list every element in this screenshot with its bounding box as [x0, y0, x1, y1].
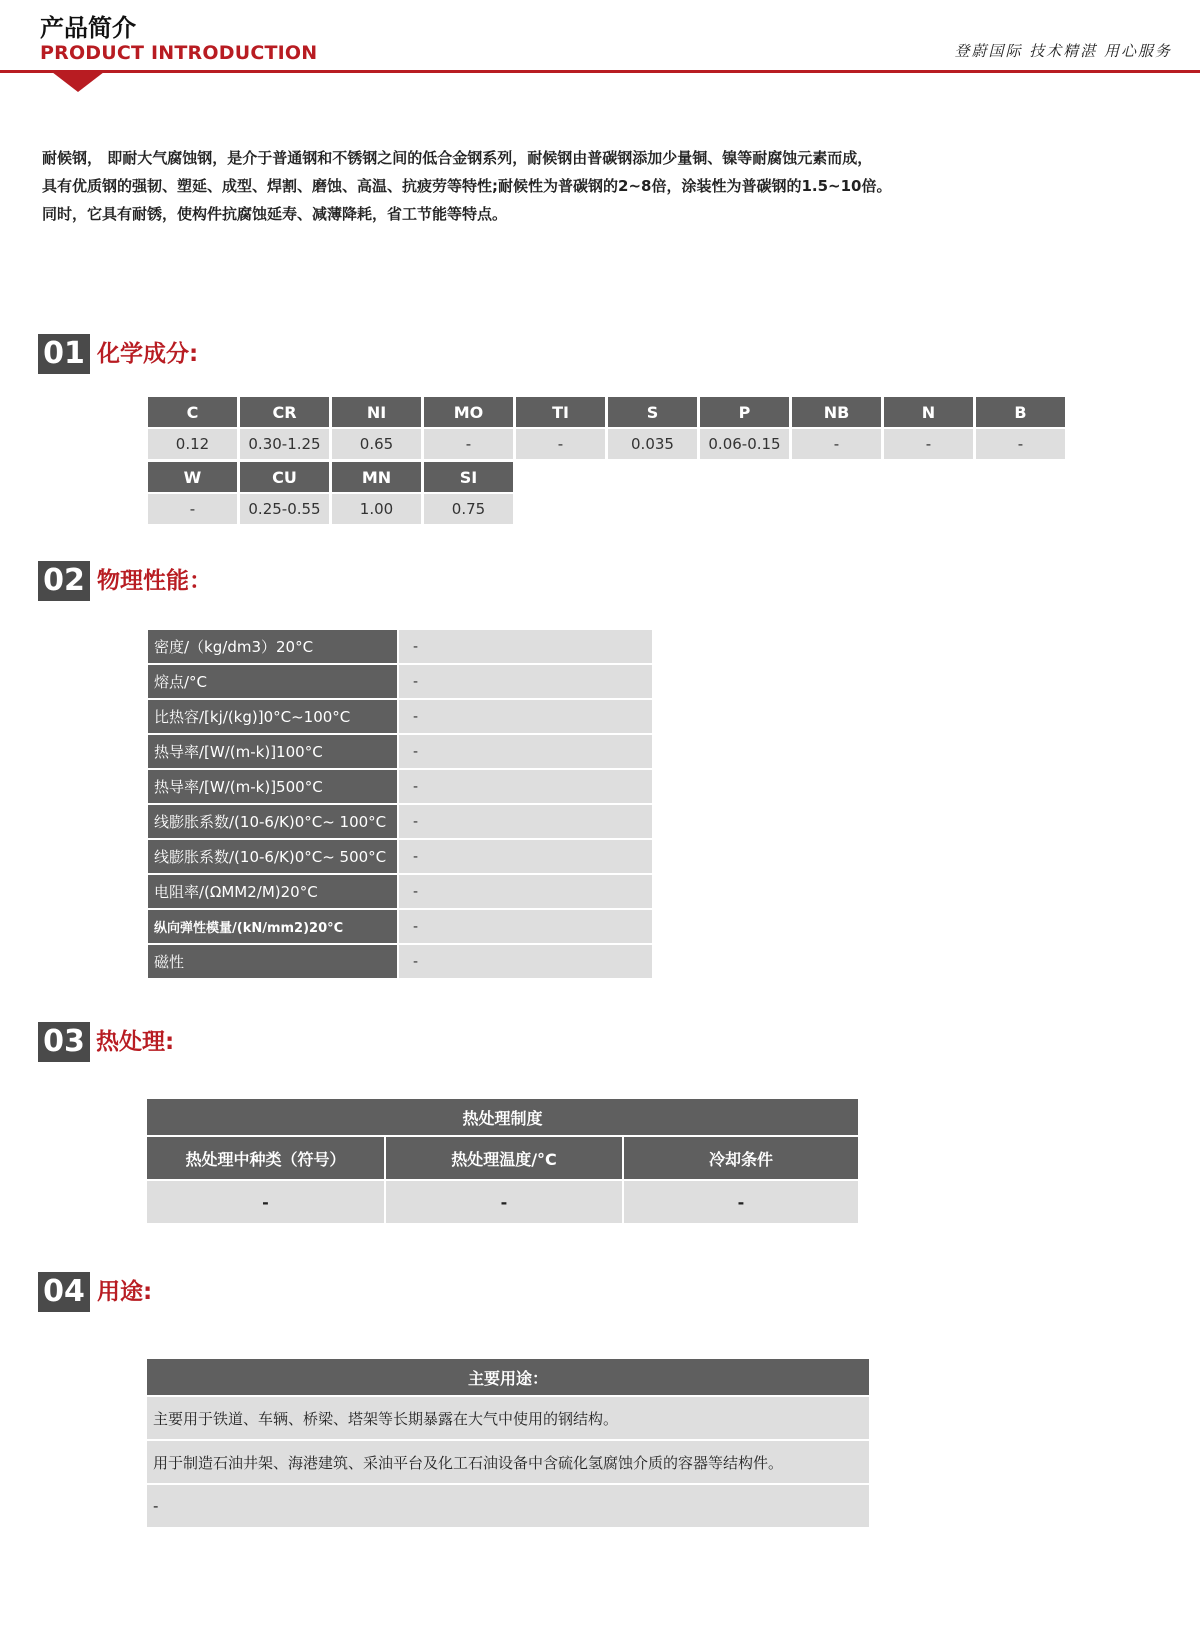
chem-header: NB	[792, 397, 881, 427]
intro-text	[42, 144, 1042, 228]
table-row	[148, 630, 652, 663]
chem-header: N	[884, 397, 973, 427]
section-number: 02	[38, 561, 90, 601]
table-row	[148, 735, 652, 768]
chem-header: C	[148, 397, 237, 427]
phys-label: 线膨胀系数/(10-6/K)0°C~ 100°C	[148, 805, 397, 838]
chem-value: 0.035	[608, 429, 697, 459]
heat-table-title: 热处理制度	[147, 1099, 858, 1135]
section-title-heat: 热处理:	[96, 1029, 175, 1055]
chem-value: 0.06-0.15	[700, 429, 789, 459]
phys-value: -	[399, 910, 652, 943]
table-row	[148, 805, 652, 838]
table-row	[148, 840, 652, 873]
heat-col-header: 热处理温度/°C	[386, 1137, 622, 1179]
intro-line: 同时，它具有耐锈，使构件抗腐蚀延寿、减薄降耗，省工节能等特点。	[42, 205, 508, 223]
chem-value: -	[884, 429, 973, 459]
phys-value: -	[399, 700, 652, 733]
chem-value: 0.75	[424, 494, 513, 524]
chem-header: MN	[332, 462, 421, 492]
phys-label: 线膨胀系数/(10-6/K)0°C~ 500°C	[148, 840, 397, 873]
header-divider	[0, 70, 1200, 73]
slogan: 登蔚国际 技术精湛 用心服务	[954, 42, 1172, 60]
chemical-table	[148, 397, 1065, 524]
phys-label: 热导率/[W/(m-k)]100°C	[148, 735, 397, 768]
table-row	[148, 700, 652, 733]
heat-value: -	[624, 1181, 858, 1223]
table-row	[148, 945, 652, 978]
phys-value: -	[399, 665, 652, 698]
section-number: 03	[38, 1022, 90, 1062]
chem-value: 0.12	[148, 429, 237, 459]
heat-col-header: 冷却条件	[624, 1137, 858, 1179]
chem-value: 0.65	[332, 429, 421, 459]
chem-header: SI	[424, 462, 513, 492]
chem-value: 0.30-1.25	[240, 429, 329, 459]
heat-value: -	[386, 1181, 622, 1223]
chem-header: TI	[516, 397, 605, 427]
usage-item: -	[147, 1485, 869, 1527]
chem-value: -	[148, 494, 237, 524]
header-pointer-icon	[52, 72, 104, 92]
table-row	[148, 665, 652, 698]
phys-value: -	[399, 805, 652, 838]
section-number: 01	[38, 334, 90, 374]
chem-value: -	[976, 429, 1065, 459]
phys-label: 磁性	[148, 945, 397, 978]
heat-col-header: 热处理中种类（符号）	[147, 1137, 384, 1179]
usage-table-title: 主要用途：	[147, 1359, 869, 1395]
section-number: 04	[38, 1272, 90, 1312]
usage-item: 用于制造石油井架、海港建筑、采油平台及化工石油设备中含硫化氢腐蚀介质的容器等结构件。	[147, 1441, 869, 1483]
phys-value: -	[399, 945, 652, 978]
page-subtitle: PRODUCT INTRODUCTION	[40, 42, 318, 64]
chem-header: CU	[240, 462, 329, 492]
chem-header: S	[608, 397, 697, 427]
usage-table	[147, 1359, 869, 1527]
chem-header: NI	[332, 397, 421, 427]
phys-label: 比热容/[kj/(kg)]0°C~100°C	[148, 700, 397, 733]
usage-item: 主要用于铁道、车辆、桥梁、塔架等长期暴露在大气中使用的钢结构。	[147, 1397, 869, 1439]
phys-label: 熔点/°C	[148, 665, 397, 698]
phys-label: 密度/（kg/dm3）20°C	[148, 630, 397, 663]
phys-value: -	[399, 770, 652, 803]
table-row	[148, 875, 652, 908]
phys-label: 纵向弹性模量/(kN/mm2)20°C	[148, 910, 397, 943]
chem-value: 0.25-0.55	[240, 494, 329, 524]
phys-label: 热导率/[W/(m-k)]500°C	[148, 770, 397, 803]
phys-value: -	[399, 840, 652, 873]
phys-value: -	[399, 875, 652, 908]
chem-header: CR	[240, 397, 329, 427]
chem-value: -	[792, 429, 881, 459]
section-title-chemical: 化学成分:	[97, 341, 199, 367]
physical-table	[148, 630, 652, 978]
chem-header: MO	[424, 397, 513, 427]
chem-value: 1.00	[332, 494, 421, 524]
chem-value: -	[516, 429, 605, 459]
intro-line: 耐候钢， 即耐大气腐蚀钢，是介于普通钢和不锈钢之间的低合金钢系列，耐候钢由普碳钢添加少量铜、镍等耐腐蚀元素而成，	[42, 149, 873, 167]
table-row	[148, 910, 652, 943]
heat-value: -	[147, 1181, 384, 1223]
chem-header: P	[700, 397, 789, 427]
chem-header: B	[976, 397, 1065, 427]
section-title-usage: 用途:	[97, 1279, 153, 1305]
chem-value: -	[424, 429, 513, 459]
table-row	[148, 770, 652, 803]
intro-line: 具有优质钢的强韧、塑延、成型、焊割、磨蚀、高温、抗疲劳等特性;耐候性为普碳钢的2~8倍，涂装性为普碳钢的1.5~10倍。	[42, 177, 892, 195]
heat-table	[147, 1099, 858, 1223]
phys-value: -	[399, 735, 652, 768]
page-title: 产品简介	[40, 14, 136, 42]
phys-label: 电阻率/(ΩMM2/M)20°C	[148, 875, 397, 908]
section-title-physical: 物理性能：	[97, 568, 212, 594]
phys-value: -	[399, 630, 652, 663]
chem-header: W	[148, 462, 237, 492]
